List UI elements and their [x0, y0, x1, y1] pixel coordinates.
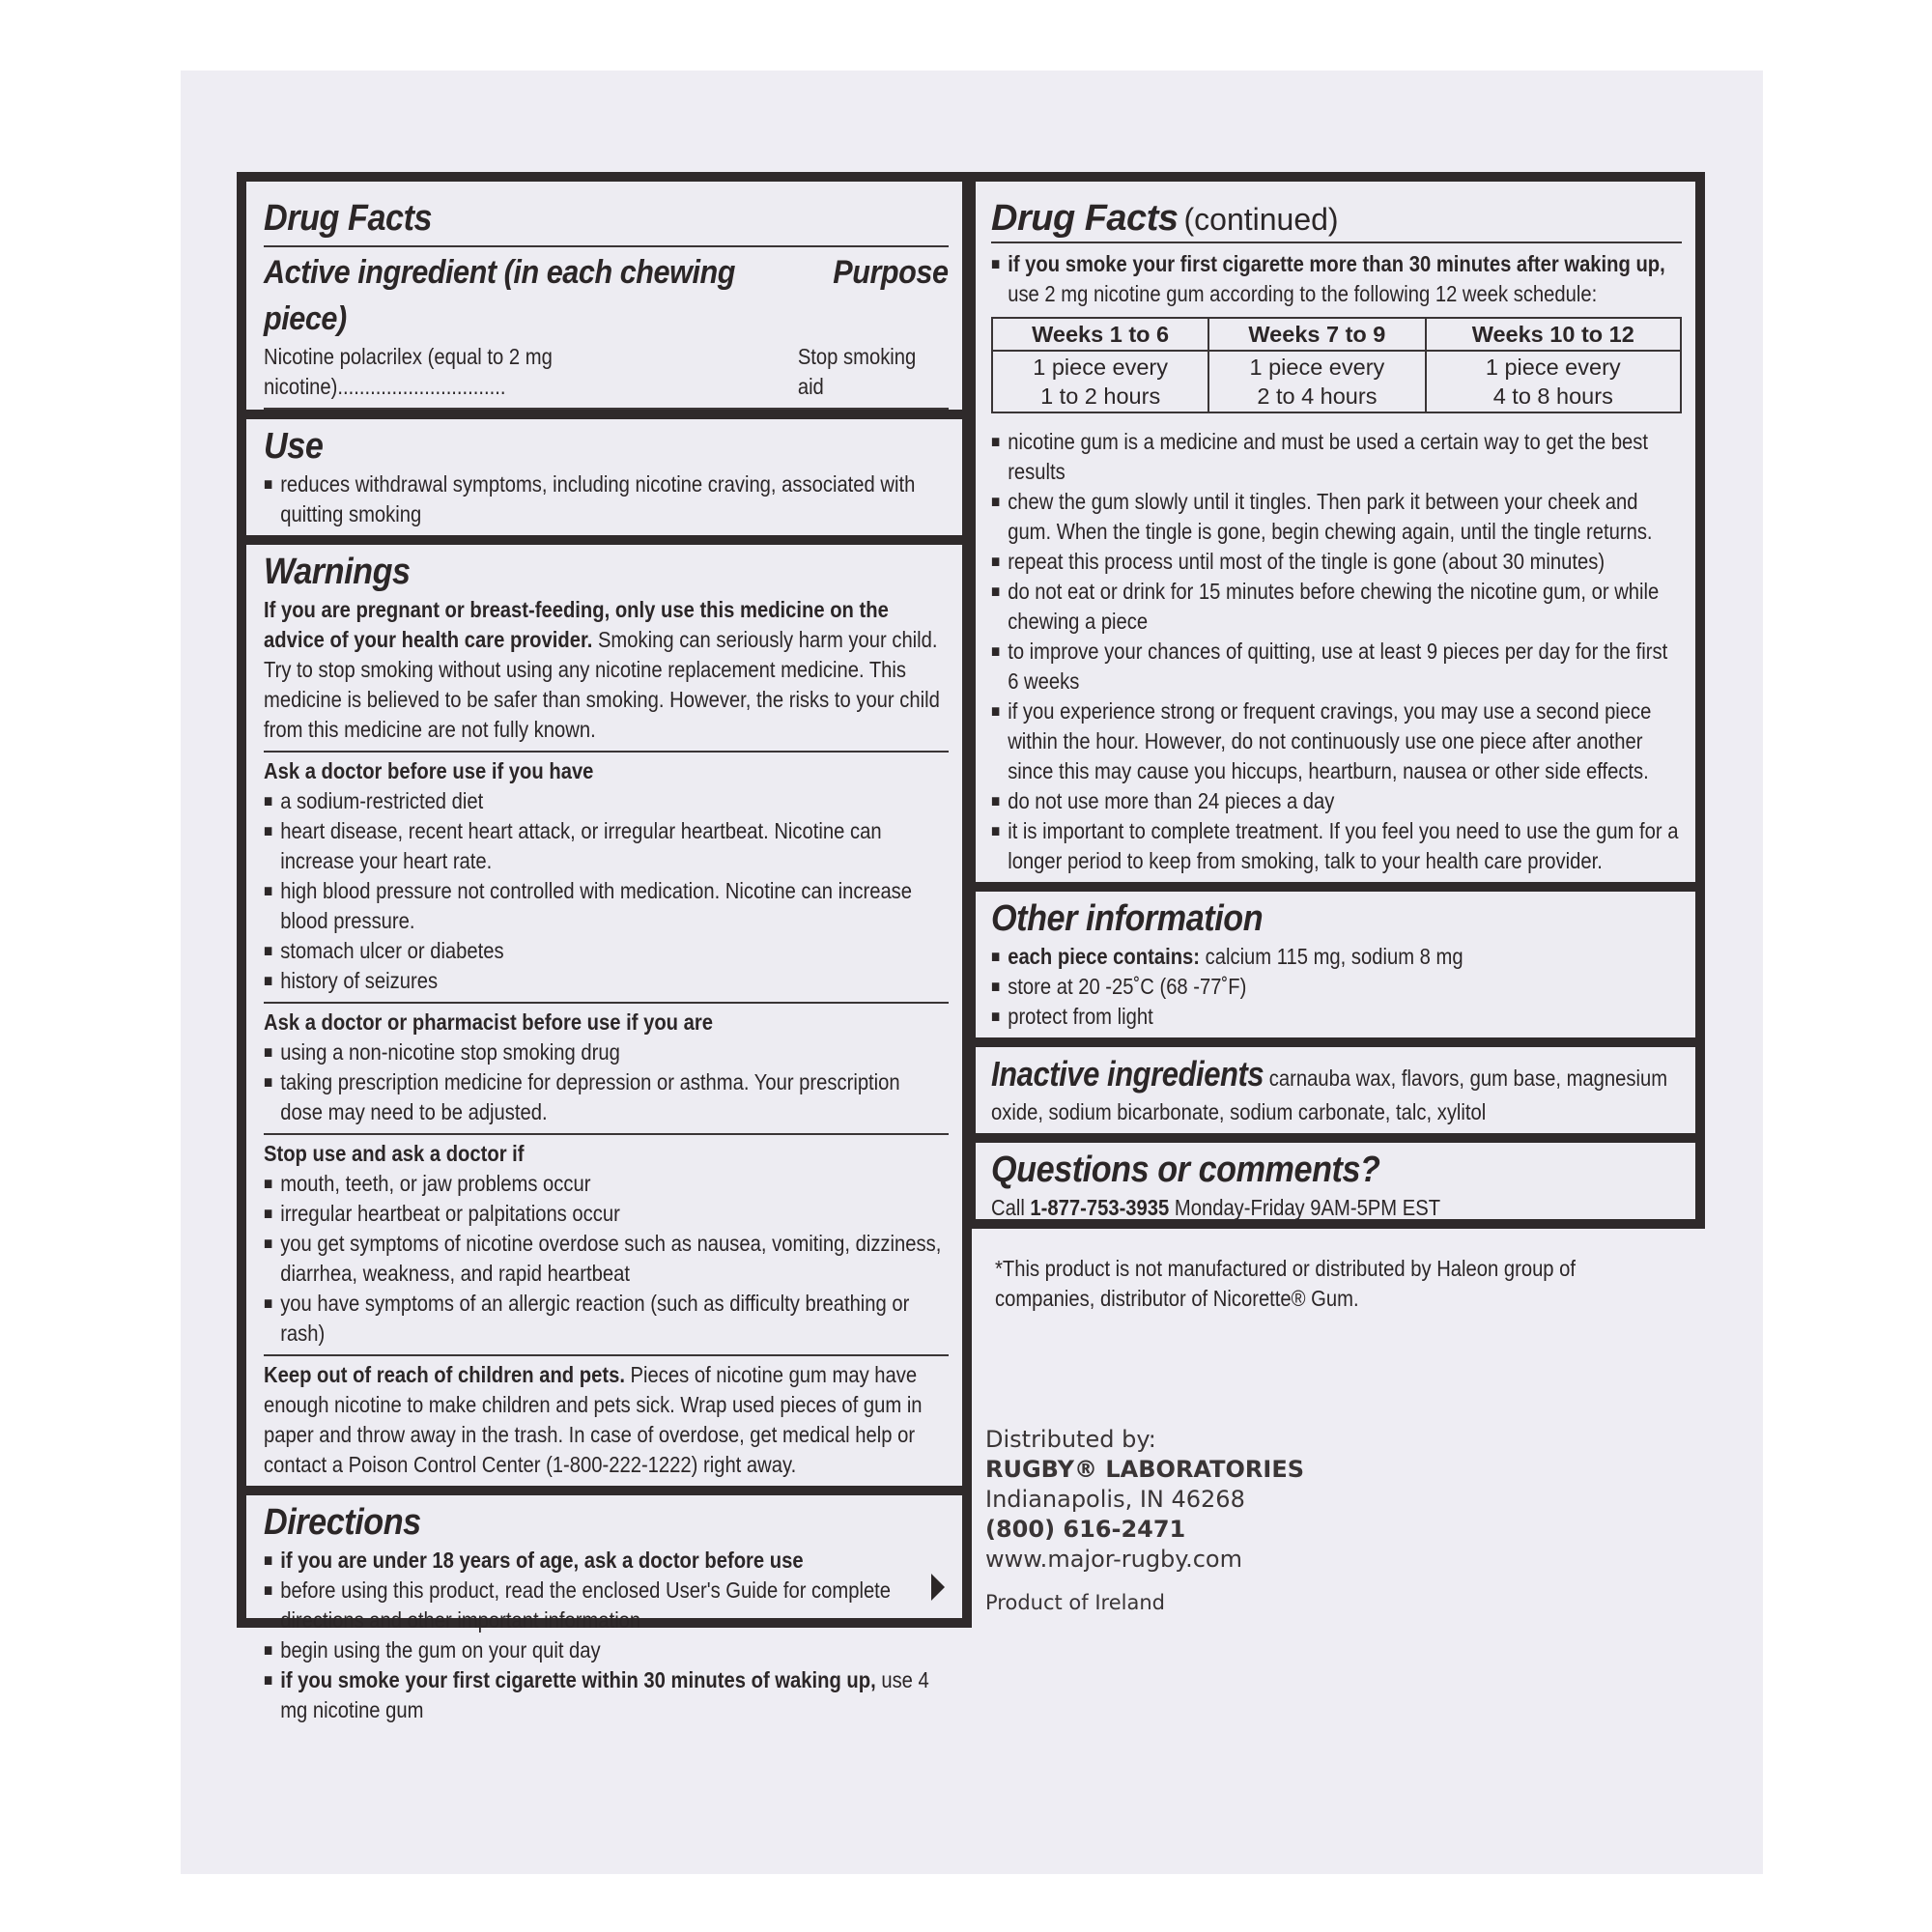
distributor-info — [985, 1425, 1304, 1618]
drug-facts-left-panel — [237, 172, 972, 1722]
list-item: ■ taking prescription medicine for depression or asthma. Your prescription dose may need to be adjusted. — [264, 1069, 900, 1124]
list-item: ■ you have symptoms of an allergic reaction (such as difficulty breathing or rash) — [264, 1291, 910, 1346]
list-item: ■ protect from light — [991, 1004, 1153, 1029]
continue-arrow-icon — [931, 1574, 945, 1601]
disclaimer-text: *This product is not manufactured or distributed by Haleon group of companies, distributor of Nicorette® Gum. — [995, 1256, 1577, 1311]
table-header-cell: Weeks 7 to 9 — [1208, 318, 1425, 351]
table-row — [992, 318, 1681, 351]
list-item: ■ nicotine gum is a medicine and must be used a certain way to get the best results — [991, 429, 1649, 484]
continued-label: (continued) — [1183, 202, 1339, 237]
section-divider — [246, 1486, 962, 1495]
ask-doctor-heading: Ask a doctor before use if you have — [264, 758, 594, 783]
drug-facts-title: Drug Facts — [264, 198, 433, 239]
list-item: ■ history of seizures — [264, 968, 439, 993]
product-origin: Product of Ireland — [985, 1591, 1165, 1614]
list-item: ■ chew the gum slowly until it tingles. Then park it between your cheek and gum. When the tingle is gone, begin chewing again, until the tingle returns. — [991, 489, 1653, 544]
section-divider — [246, 535, 962, 545]
list-item: ■ it is important to complete treatment. If you feel you need to use the gum for a longer period to keep from smoking, talk to your health care provider. — [991, 818, 1679, 873]
section-divider — [976, 882, 1695, 892]
other-information-title: Other information — [991, 898, 1264, 939]
active-ingredient-purpose: Stop smoking aid — [797, 344, 917, 399]
ask-pharmacist-heading: Ask a doctor or pharmacist before use if you are — [264, 1009, 713, 1035]
section-divider — [976, 1037, 1695, 1047]
questions-section — [991, 1143, 1682, 1229]
list-item: ■ mouth, teeth, or jaw problems occur — [264, 1171, 591, 1196]
active-ingredient-text: Nicotine polacrilex (equal to 2 mg nicotine)............................... — [264, 344, 553, 399]
list-item: ■ begin using the gum on your quit day — [264, 1637, 601, 1662]
table-header-cell: Weeks 10 to 12 — [1426, 318, 1681, 351]
table-header-cell: Weeks 1 to 6 — [992, 318, 1208, 351]
active-ingredient-row — [264, 342, 947, 402]
list-item: ■ if you smoke your first cigarette within 30 minutes of waking up, use 4 mg nicotine gum — [264, 1667, 929, 1722]
list-item: ■ a sodium-restricted diet — [264, 788, 484, 813]
list-item: ■ do not use more than 24 pieces a day — [991, 788, 1335, 813]
list-item: ■ if you smoke your first cigarette more than 30 minutes after waking up, use 2 mg nicotine gum according to the following 12 week schedule: — [991, 251, 1665, 306]
pregnancy-warning: If you are pregnant or breast-feeding, only use this medicine on the advice of your health care provider. Smoking can seriously harm your child. Try to stop smoking without using any nicotine replacement medicine. This medicine is believed to be safer than smoking. However, the risks to your child from this medicine are not fully known. — [264, 597, 940, 742]
purpose-heading: Purpose — [833, 254, 949, 291]
warnings-title: Warnings — [264, 552, 411, 592]
inactive-ingredients-section — [991, 1047, 1682, 1133]
list-item: ■ if you are under 18 years of age, ask a doctor before use — [264, 1548, 804, 1573]
list-item: ■ high blood pressure not controlled with medication. Nicotine can increase blood pressure. — [264, 878, 913, 933]
directions-section — [264, 1495, 949, 1731]
list-item: ■ before using this product, read the enclosed User's Guide for complete directions and other important information — [264, 1577, 892, 1633]
use-item: ■ reduces withdrawal symptoms, including nicotine craving, associated with quitting smoking — [264, 471, 916, 526]
stop-use-section — [264, 1135, 949, 1356]
questions-title: Questions or comments? — [991, 1150, 1380, 1190]
list-item: ■ stomach ulcer or diabetes — [264, 938, 504, 963]
keep-out-text: Keep out of reach of children and pets. Pieces of nicotine gum may have enough nicotine to make children and pets sick. Wrap used pieces of gum in paper and throw away in the trash. In case of overdose, get medical help or contact a Poison Control Center (1-800-222-1222) right away. — [264, 1362, 923, 1477]
drug-facts-continued-title: Drug Facts — [991, 198, 1179, 239]
list-item: ■ each piece contains: calcium 115 mg, sodium 8 mg — [991, 944, 1463, 969]
section-divider — [976, 1133, 1695, 1143]
active-ingredient-heading: Active ingredient (in each chewing piece) — [264, 254, 736, 337]
distributor-website: www.major-rugby.com — [985, 1546, 1242, 1573]
keep-out-section — [264, 1356, 949, 1486]
drug-facts-right-panel — [971, 172, 1705, 1229]
section-divider — [246, 410, 962, 419]
distributor-name: RUGBY® LABORATORIES — [985, 1456, 1304, 1483]
list-item: ■ irregular heartbeat or palpitations occur — [264, 1201, 620, 1226]
table-row — [992, 351, 1681, 412]
ask-pharmacist-section — [264, 1004, 949, 1135]
stop-use-heading: Stop use and ask a doctor if — [264, 1141, 525, 1166]
use-section — [264, 419, 949, 535]
list-item: ■ heart disease, recent heart attack, or irregular heartbeat. Nicotine can increase your heart rate. — [264, 818, 882, 873]
table-cell: 1 piece every 2 to 4 hours — [1208, 351, 1425, 412]
inactive-ingredients-text: Inactive ingredients carnauba wax, flavors, gum base, magnesium oxide, sodium bicarbonate, sodium carbonate, talc, xylitol — [991, 1054, 1668, 1124]
distributor-phone: (800) 616-2471 — [985, 1516, 1186, 1543]
list-item: ■ using a non-nicotine stop smoking drug — [264, 1039, 620, 1065]
distributor-city: Indianapolis, IN 46268 — [985, 1486, 1245, 1513]
list-item: ■ store at 20 -25˚C (68 -77˚F) — [991, 974, 1247, 999]
list-item: ■ if you experience strong or frequent cravings, you may use a second piece within the hour. However, do not continuously use one piece after another since this may cause you hiccups, heartburn, nausea or other side effects. — [991, 698, 1652, 783]
questions-phone: Call 1-877-753-3935 Monday-Friday 9AM-5PM EST — [991, 1195, 1441, 1220]
drug-facts-header — [264, 191, 949, 410]
list-item: ■ do not eat or drink for 15 minutes before chewing the nicotine gum, or while chewing a piece — [991, 579, 1660, 634]
directions-title: Directions — [264, 1502, 421, 1543]
ask-doctor-section — [264, 753, 949, 1004]
directions-continued-section — [991, 191, 1682, 882]
use-title: Use — [264, 426, 324, 467]
other-information-section — [991, 892, 1682, 1037]
list-item: ■ repeat this process until most of the tingle is gone (about 30 minutes) — [991, 549, 1605, 574]
warnings-section — [264, 545, 949, 753]
dosing-schedule-table — [991, 317, 1682, 413]
table-cell: 1 piece every 1 to 2 hours — [992, 351, 1208, 412]
list-item: ■ to improve your chances of quitting, use at least 9 pieces per day for the first 6 weeks — [991, 639, 1668, 694]
list-item: ■ you get symptoms of nicotine overdose such as nausea, vomiting, dizziness, diarrhea, weakness, and rapid heartbeat — [264, 1231, 942, 1286]
table-cell: 1 piece every 4 to 8 hours — [1426, 351, 1681, 412]
distributor-label: Distributed by: — [985, 1426, 1156, 1453]
